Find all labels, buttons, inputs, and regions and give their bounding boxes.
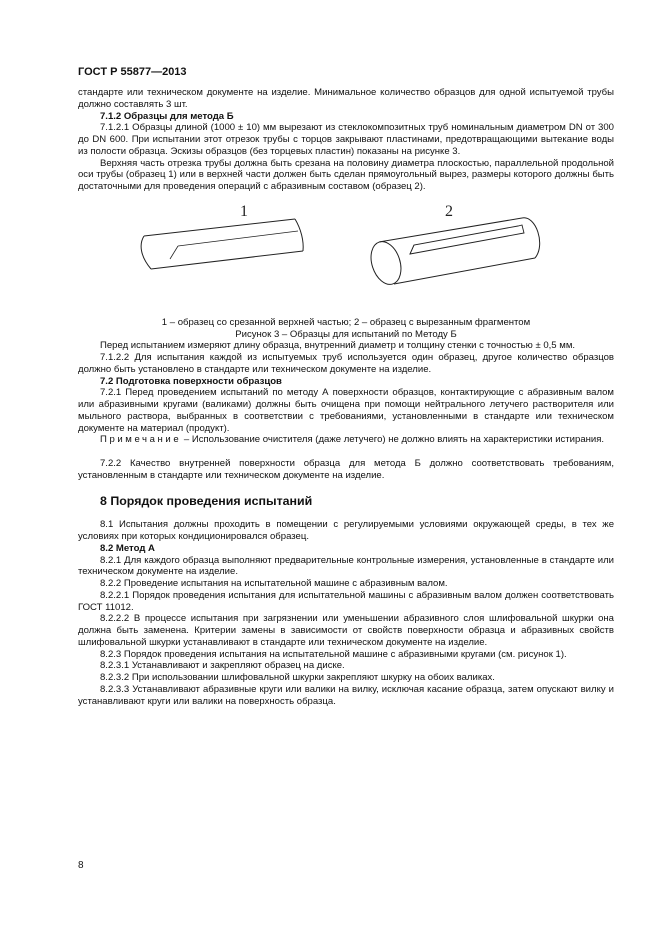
paragraph: 7.2.1 Перед проведением испытаний по методу А поверхности образцов, контактирующие с абразивным валом или абразивными кругами (валиками) должны быть очищена при помощи нейтрального летучего растворителя или мыльного раствора, выбранных в соответствии с требованиями, установленными в стандарте или техническом документе на материал (продукт). bbox=[78, 387, 614, 434]
paragraph: 8.2.2 Проведение испытания на испытательной машине с абразивным валом. bbox=[100, 578, 448, 589]
document-header: ГОСТ Р 55877—2013 bbox=[78, 66, 187, 78]
specimen-1-half-pipe bbox=[141, 219, 303, 269]
paragraph: Верхняя часть отрезка трубы должна быть срезана на половину диаметра плоскостью, параллельной продольной оси трубы (образец 1) или в верхней части должен быть сделан прямоугольный вырез, размеры которого должны быть достаточными для проведения операций с абразивным составом (образец 2). bbox=[78, 157, 614, 192]
figure-caption: Рисунок 3 – Образцы для испытаний по Методу Б bbox=[235, 328, 457, 340]
figure-label-1: 1 bbox=[240, 202, 248, 220]
paragraph: 7.1.2.2 Для испытания каждой из испытуемых труб используется один образец, другое количество образцов должно быть установлено в стандарте или техническом документе на изделие. bbox=[78, 352, 614, 375]
paragraph: 8.2.3.2 При использовании шлифовальной шкурки закрепляют шкурку на обоих валиках. bbox=[100, 672, 495, 683]
paragraph: 8.1 Испытания должны проходить в помещении с регулируемыми условиями окружающей среды, в тех же условиях при которых кондиционировался образец. bbox=[78, 519, 614, 542]
paragraph: 7.1.2.1 Образцы длиной (1000 ± 10) мм вырезают из стеклокомпозитных труб номинальным диаметром DN от 300 до DN 600. При испытании этот отрезок трубы с торцов закрывают пластинами, предотвращающими вытекание воды из полости образца. Эскизы образцов (без торцевых пластин) показаны на рисунке 3. bbox=[78, 122, 614, 157]
note-text: – Использование очистителя (даже летучего) не должно влиять на характеристики истирания. bbox=[181, 434, 605, 446]
chapter-heading: 8 Порядок проведения испытаний bbox=[100, 493, 313, 508]
section-heading: 8.2 Метод А bbox=[100, 542, 155, 554]
paragraph: 8.2.3.1 Устанавливают и закрепляют образец на диске. bbox=[100, 660, 345, 672]
figure-3 bbox=[78, 199, 614, 317]
paragraph: 8.2.2.2 В процессе испытания при загрязнении или уменьшении абразивного слоя шлифовальной шкурки она должна быть заменена. Критерии замены в зависимости от свойств поверхности образца и абразивных свойств шлифовальной шкурки устанавливают в стандарте или техническом документе на изделие. bbox=[78, 613, 614, 648]
document-body bbox=[78, 87, 614, 707]
paragraph: 8.2.3.3 Устанавливают абразивные круги или валики на вилку, исключая касание образца, затем опускают вилку и устанавливают круги или валики на поверхность образца. bbox=[78, 683, 614, 707]
paragraph: стандарте или техническом документе на изделие. Минимальное количество образцов для одной испытуемой трубы должно составлять 3 шт. bbox=[78, 87, 614, 110]
section-heading: 7.2 Подготовка поверхности образцов bbox=[100, 375, 282, 387]
note bbox=[78, 434, 614, 446]
spacer bbox=[78, 446, 614, 458]
figure-label-2: 2 bbox=[445, 202, 453, 220]
page-number: 8 bbox=[78, 860, 84, 871]
paragraph: 8.2.2.1 Порядок проведения испытания для испытательной машины с абразивным валом должен соответствовать ГОСТ 11012. bbox=[78, 589, 614, 613]
paragraph: 8.2.1 Для каждого образца выполняют предварительные контрольные измерения, установленные в стандарте или техническом документе на изделие. bbox=[78, 554, 614, 578]
paragraph: Перед испытанием измеряют длину образца, внутренний диаметр и толщину стенки с точностью ± 0,5 мм. bbox=[100, 340, 576, 352]
section-heading: 7.1.2 Образцы для метода Б bbox=[100, 110, 234, 122]
note-label: Примечание bbox=[100, 434, 182, 446]
specimen-2-cut-tube bbox=[366, 218, 540, 288]
paragraph: 7.2.2 Качество внутренней поверхности образца для метода Б должно соответствовать требованиям, установленным в стандарте или техническом документе на изделие. bbox=[78, 458, 614, 481]
paragraph: 8.2.3 Порядок проведения испытания на испытательной машине с абразивными кругами (см. рисунок 1). bbox=[100, 648, 567, 660]
figure-3-drawing bbox=[78, 199, 614, 317]
figure-legend: 1 – образец со срезанной верхней частью; 2 – образец с вырезанным фрагментом bbox=[161, 316, 531, 328]
